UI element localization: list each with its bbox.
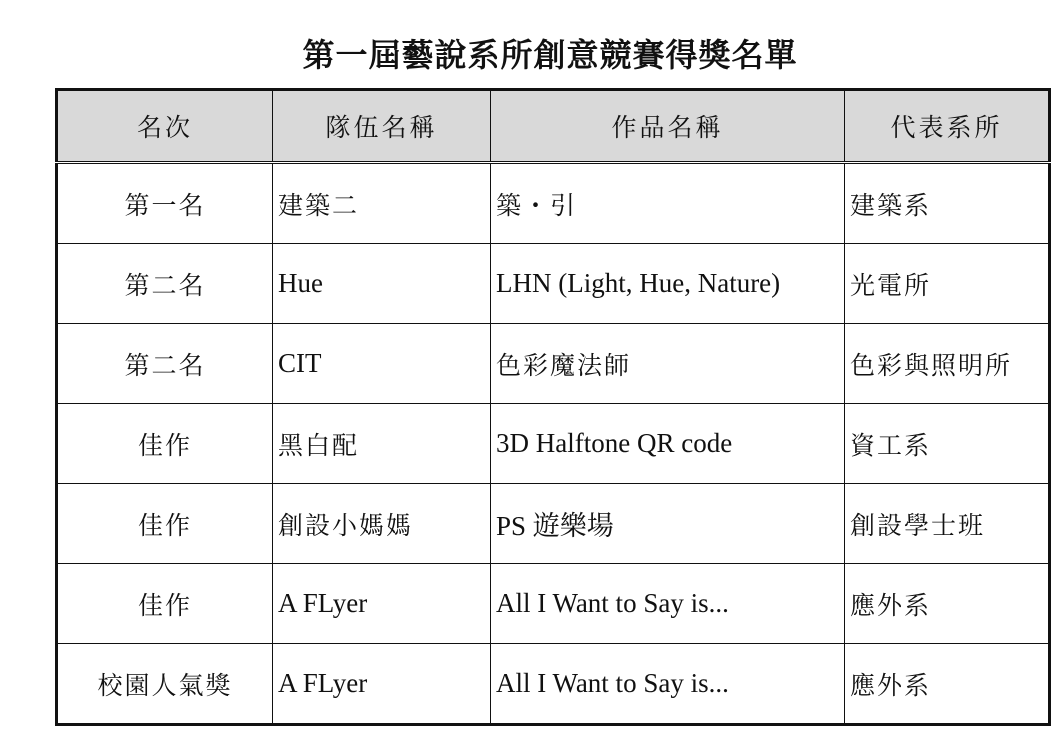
header-work: 作品名稱 [491,90,845,163]
cell-dept: 光電所 [845,244,1050,324]
table-row [57,404,1050,484]
cell-rank: 第一名 [57,163,273,244]
cell-work: LHN (Light, Hue, Nature) [491,244,845,324]
cell-rank: 第二名 [57,324,273,404]
cell-team: A FLyer [273,564,491,644]
header-rank: 名次 [57,90,273,163]
cell-rank: 佳作 [57,404,273,484]
table-row [57,163,1050,244]
cell-rank: 佳作 [57,564,273,644]
cell-dept: 應外系 [845,644,1050,725]
cell-dept: 色彩與照明所 [845,324,1050,404]
cell-rank: 佳作 [57,484,273,564]
cell-team: 建築二 [273,163,491,244]
cell-work: All I Want to Say is... [491,564,845,644]
header-team: 隊伍名稱 [273,90,491,163]
cell-team: A FLyer [273,644,491,725]
header-dept: 代表系所 [845,90,1050,163]
cell-dept: 創設學士班 [845,484,1050,564]
cell-team: 創設小媽媽 [273,484,491,564]
cell-work: 築・引 [491,163,845,244]
cell-work: 3D Halftone QR code [491,404,845,484]
table-row [57,324,1050,404]
document-title: 第一屆藝說系所創意競賽得獎名單 [302,36,798,74]
table-row [57,564,1050,644]
cell-work: All I Want to Say is... [491,644,845,725]
table-header-row [57,90,1050,163]
awards-table [55,88,1051,726]
table-row [57,244,1050,324]
cell-work: PS 遊樂場 [491,484,845,564]
cell-team: 黑白配 [273,404,491,484]
table-row [57,644,1050,725]
table-row [57,484,1050,564]
cell-dept: 資工系 [845,404,1050,484]
cell-dept: 建築系 [845,163,1050,244]
cell-work: 色彩魔法師 [491,324,845,404]
cell-dept: 應外系 [845,564,1050,644]
cell-rank: 校園人氣獎 [57,644,273,725]
cell-rank: 第二名 [57,244,273,324]
cell-team: CIT [273,324,491,404]
cell-team: Hue [273,244,491,324]
